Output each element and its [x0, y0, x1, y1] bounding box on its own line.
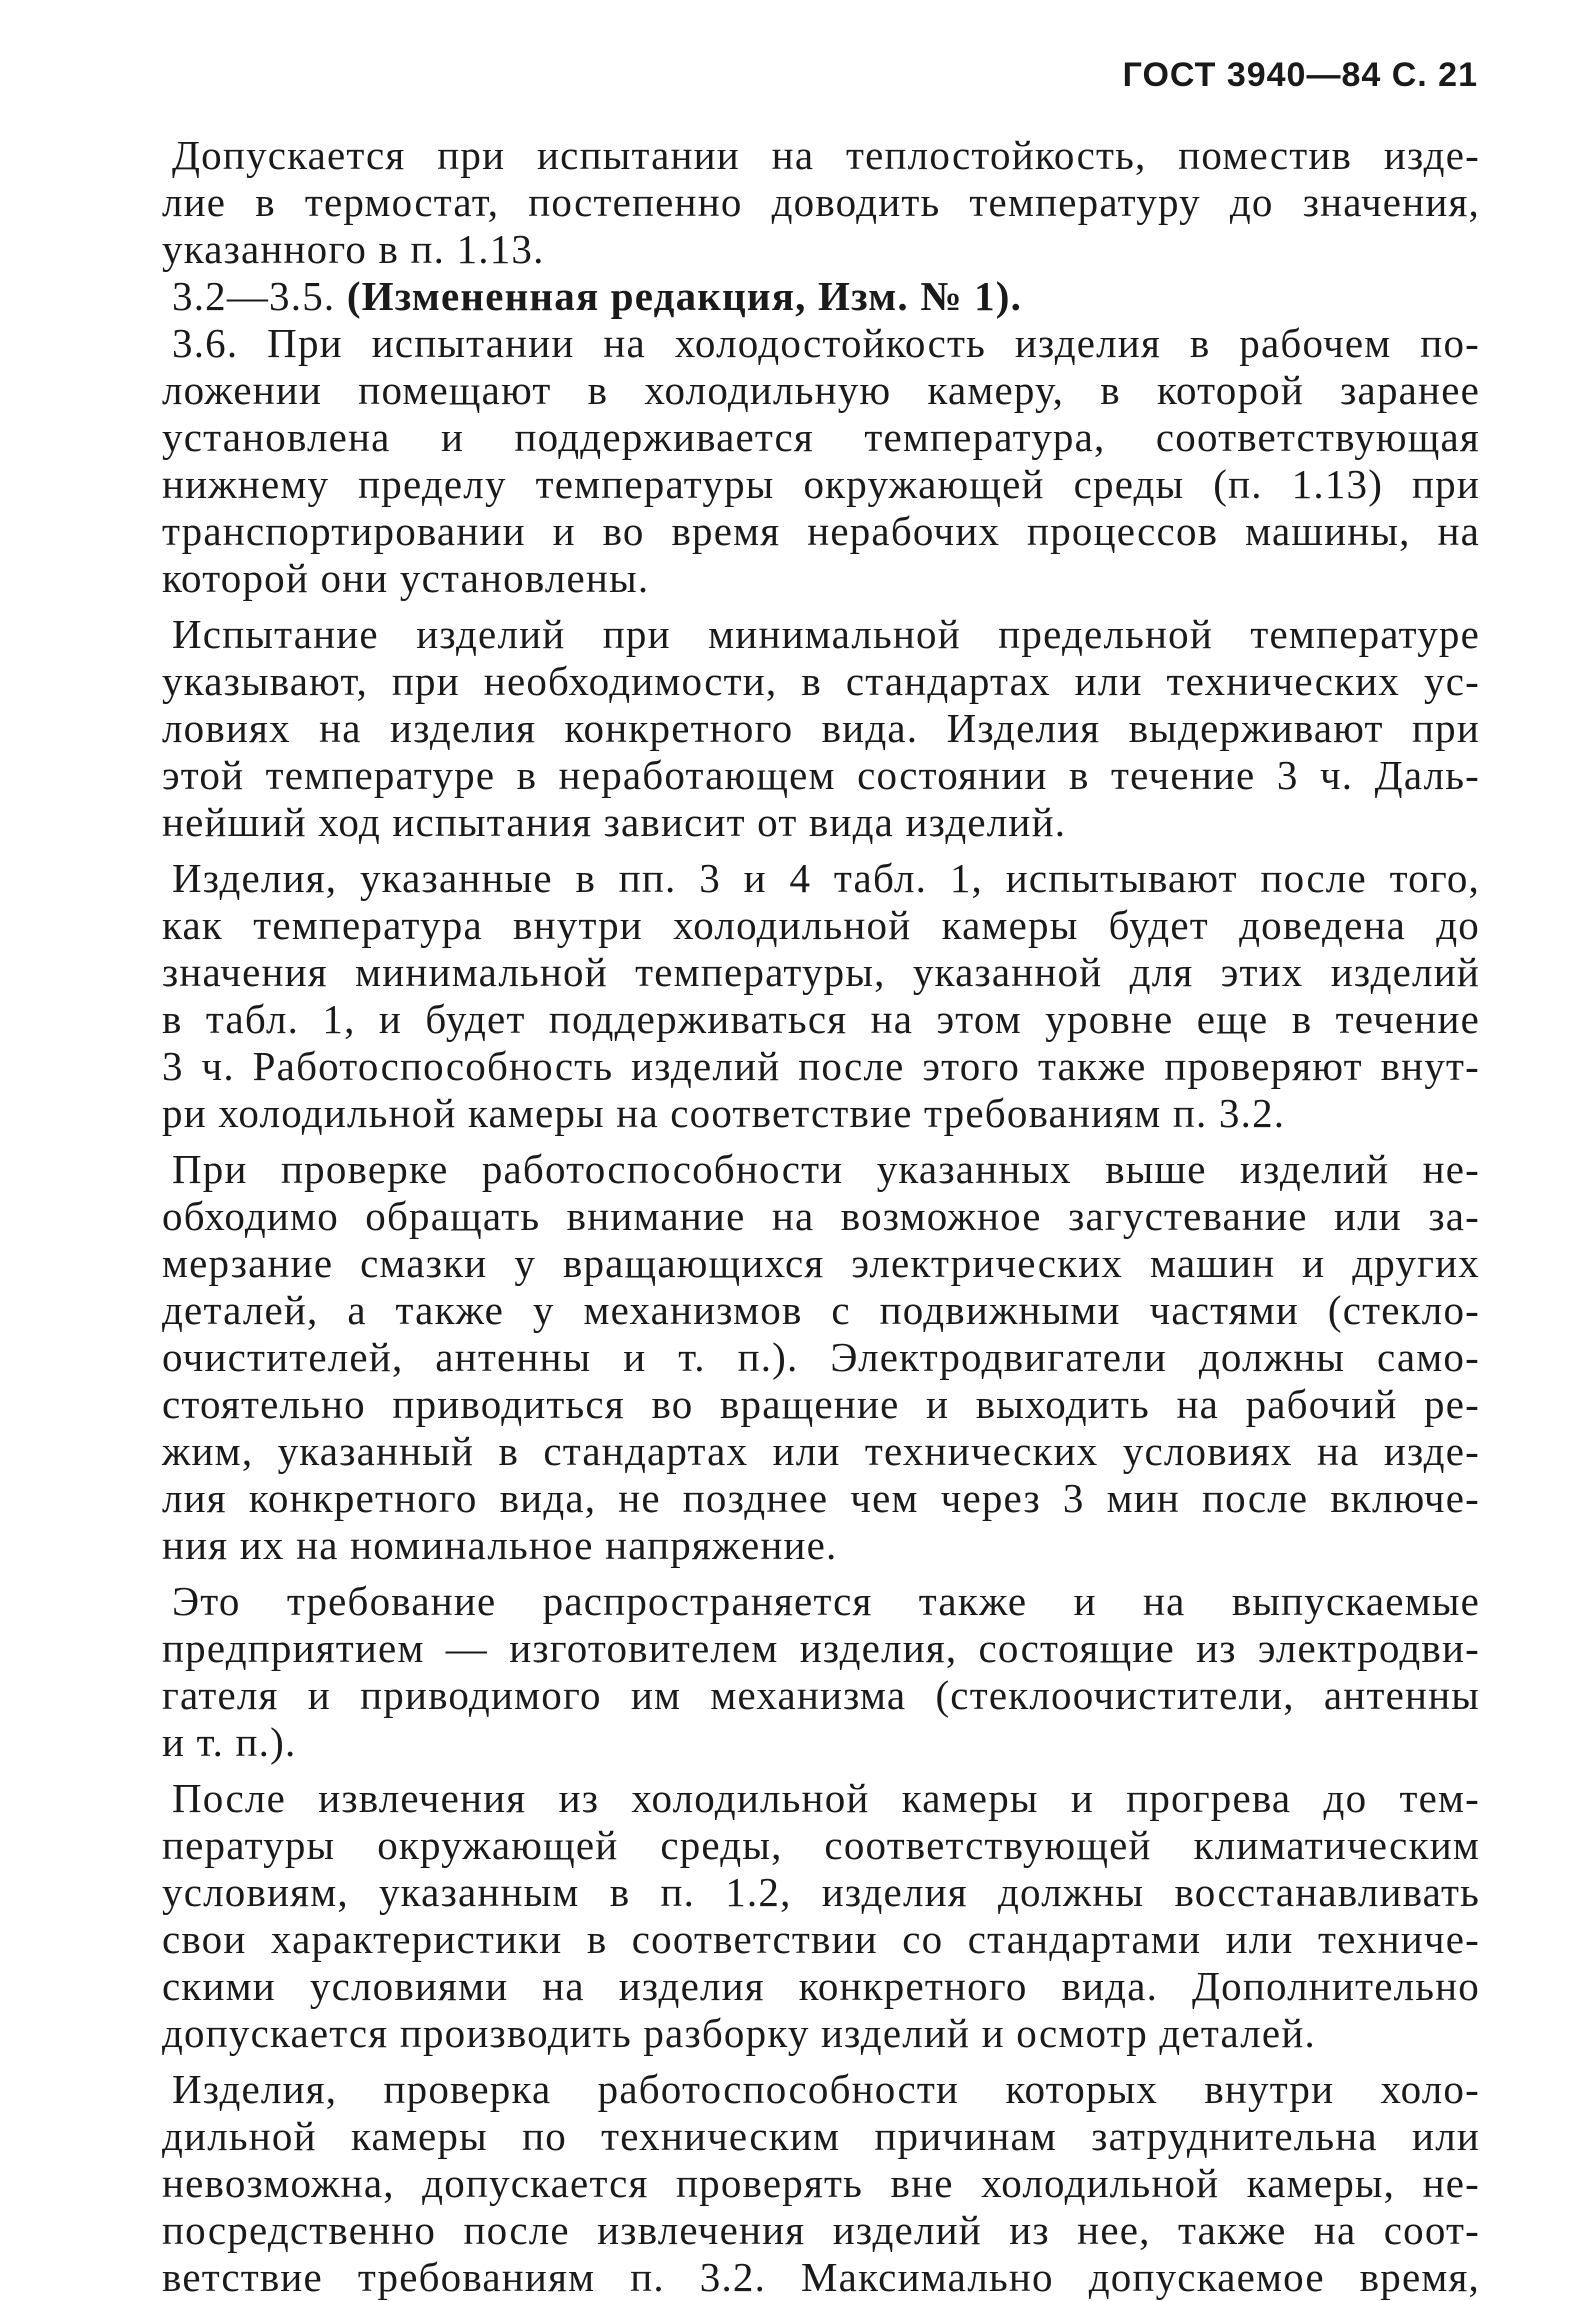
text-line: При проверке работоспособности указанных выше изделий не-	[172, 1146, 1480, 1192]
paragraph-3-6	[162, 320, 1480, 602]
text-line: указанного в п. 1.13.	[162, 226, 545, 272]
paragraph-amendment-note	[162, 273, 1480, 320]
text-line: которой они установлены.	[162, 555, 650, 601]
text-line: Это требование распространяется также и на выпускаемые	[172, 1578, 1480, 1624]
text-line	[162, 273, 1480, 320]
text-line: 3.6. При испытании на холодостойкость изделия в рабочем по-	[172, 320, 1480, 366]
text-line: лие в термостат, постепенно доводить температуру до значения,	[162, 179, 1480, 225]
text-line: Изделия, проверка работоспособности которых внутри холо-	[172, 2066, 1480, 2112]
text-line: посредственно после извлечения изделий из нее, также на соот-	[162, 2207, 1480, 2253]
body-text	[162, 132, 1480, 2301]
paragraph-operability-check	[162, 1146, 1480, 1569]
text-line: и т. п.).	[162, 1719, 297, 1765]
text-line: невозможна, допускается проверять вне холодильной камеры, не-	[162, 2160, 1480, 2206]
text-line: ри холодильной камеры на соответствие требованиям п. 3.2.	[162, 1090, 1286, 1136]
paragraph-after-extraction	[162, 1775, 1480, 2057]
text-line: условиям, указанным в п. 1.2, изделия должны восстанавливать	[162, 1869, 1480, 1915]
text-line: допускается производить разборку изделий и осмотр деталей.	[162, 2010, 1316, 2056]
text-line: транспортировании и во время нерабочих процессов машины, на	[162, 508, 1480, 554]
text-line: этой температуре в неработающем состоянии в течение 3 ч. Даль-	[162, 752, 1480, 798]
text-line: указывают, при необходимости, в стандартах или технических ус-	[162, 658, 1480, 704]
text-line: очистителей, антенны и т. п.). Электродвигатели должны само-	[162, 1334, 1480, 1380]
text-line: Допускается при испытании на теплостойкость, поместив изде-	[172, 132, 1480, 178]
text-line: скими условиями на изделия конкретного вида. Дополнительно	[162, 1963, 1480, 2009]
amendment-line	[172, 273, 1022, 319]
text-line: гателя и приводимого им механизма (стеклоочистители, антенны	[162, 1672, 1480, 1718]
amendment-clause-ref: 3.2—3.5.	[172, 273, 347, 319]
text-line: ветствие требованиям п. 3.2. Максимально допускаемое время,	[162, 2254, 1480, 2300]
text-line: дильной камеры по техническим причинам затруднительна или	[162, 2113, 1480, 2159]
text-line: нейший ход испытания зависит от вида изделий.	[162, 799, 1067, 845]
amendment-note: (Измененная редакция, Изм. № 1).	[346, 273, 1023, 319]
text-line: обходимо обращать внимание на возможное загустевание или за-	[162, 1193, 1480, 1239]
text-line: нижнему пределу температуры окружающей среды (п. 1.13) при	[162, 461, 1480, 507]
text-line: Испытание изделий при минимальной предельной температуре	[172, 611, 1480, 657]
text-line: ложении помещают в холодильную камеру, в которой заранее	[162, 367, 1480, 413]
text-line: ловиях на изделия конкретного вида. Изделия выдерживают при	[162, 705, 1480, 751]
text-line: в табл. 1, и будет поддерживаться на этом уровне еще в течение	[162, 996, 1480, 1042]
text-line: После извлечения из холодильной камеры и прогрева до тем-	[172, 1775, 1480, 1821]
text-line: Изделия, указанные в пп. 3 и 4 табл. 1, испытывают после того,	[172, 855, 1480, 901]
text-line: предприятием — изготовителем изделия, состоящие из электродви-	[162, 1625, 1480, 1671]
text-line: установлена и поддерживается температура, соответствующая	[162, 414, 1480, 460]
running-header: ГОСТ 3940—84 С. 21	[1122, 56, 1478, 94]
text-line: как температура внутри холодильной камеры будет доведена до	[162, 902, 1480, 948]
text-line: 3 ч. Работоспособность изделий после этого также проверяют внут-	[162, 1043, 1480, 1089]
paragraph-table-items-test	[162, 855, 1480, 1137]
text-line: мерзание смазки у вращающихся электрических машин и других	[162, 1240, 1480, 1286]
paragraph-heat-resistance-note	[162, 132, 1480, 273]
text-line: значения минимальной температуры, указанной для этих изделий	[162, 949, 1480, 995]
paragraph-requirement-scope	[162, 1578, 1480, 1766]
paragraph-outside-chamber-check	[162, 2066, 1480, 2301]
text-line: ния их на номинальное напряжение.	[162, 1522, 838, 1568]
text-line: стоятельно приводиться во вращение и выходить на рабочий ре-	[162, 1381, 1480, 1427]
text-line: лия конкретного вида, не позднее чем через 3 мин после включе-	[162, 1475, 1480, 1521]
text-line: деталей, а также у механизмов с подвижными частями (стекло-	[162, 1287, 1480, 1333]
text-line: свои характеристики в соответствии со стандартами или техниче-	[162, 1916, 1480, 1962]
paragraph-min-temperature-test	[162, 611, 1480, 846]
text-line: пературы окружающей среды, соответствующей климатическим	[162, 1822, 1480, 1868]
text-line: жим, указанный в стандартах или технических условиях на изде-	[162, 1428, 1480, 1474]
